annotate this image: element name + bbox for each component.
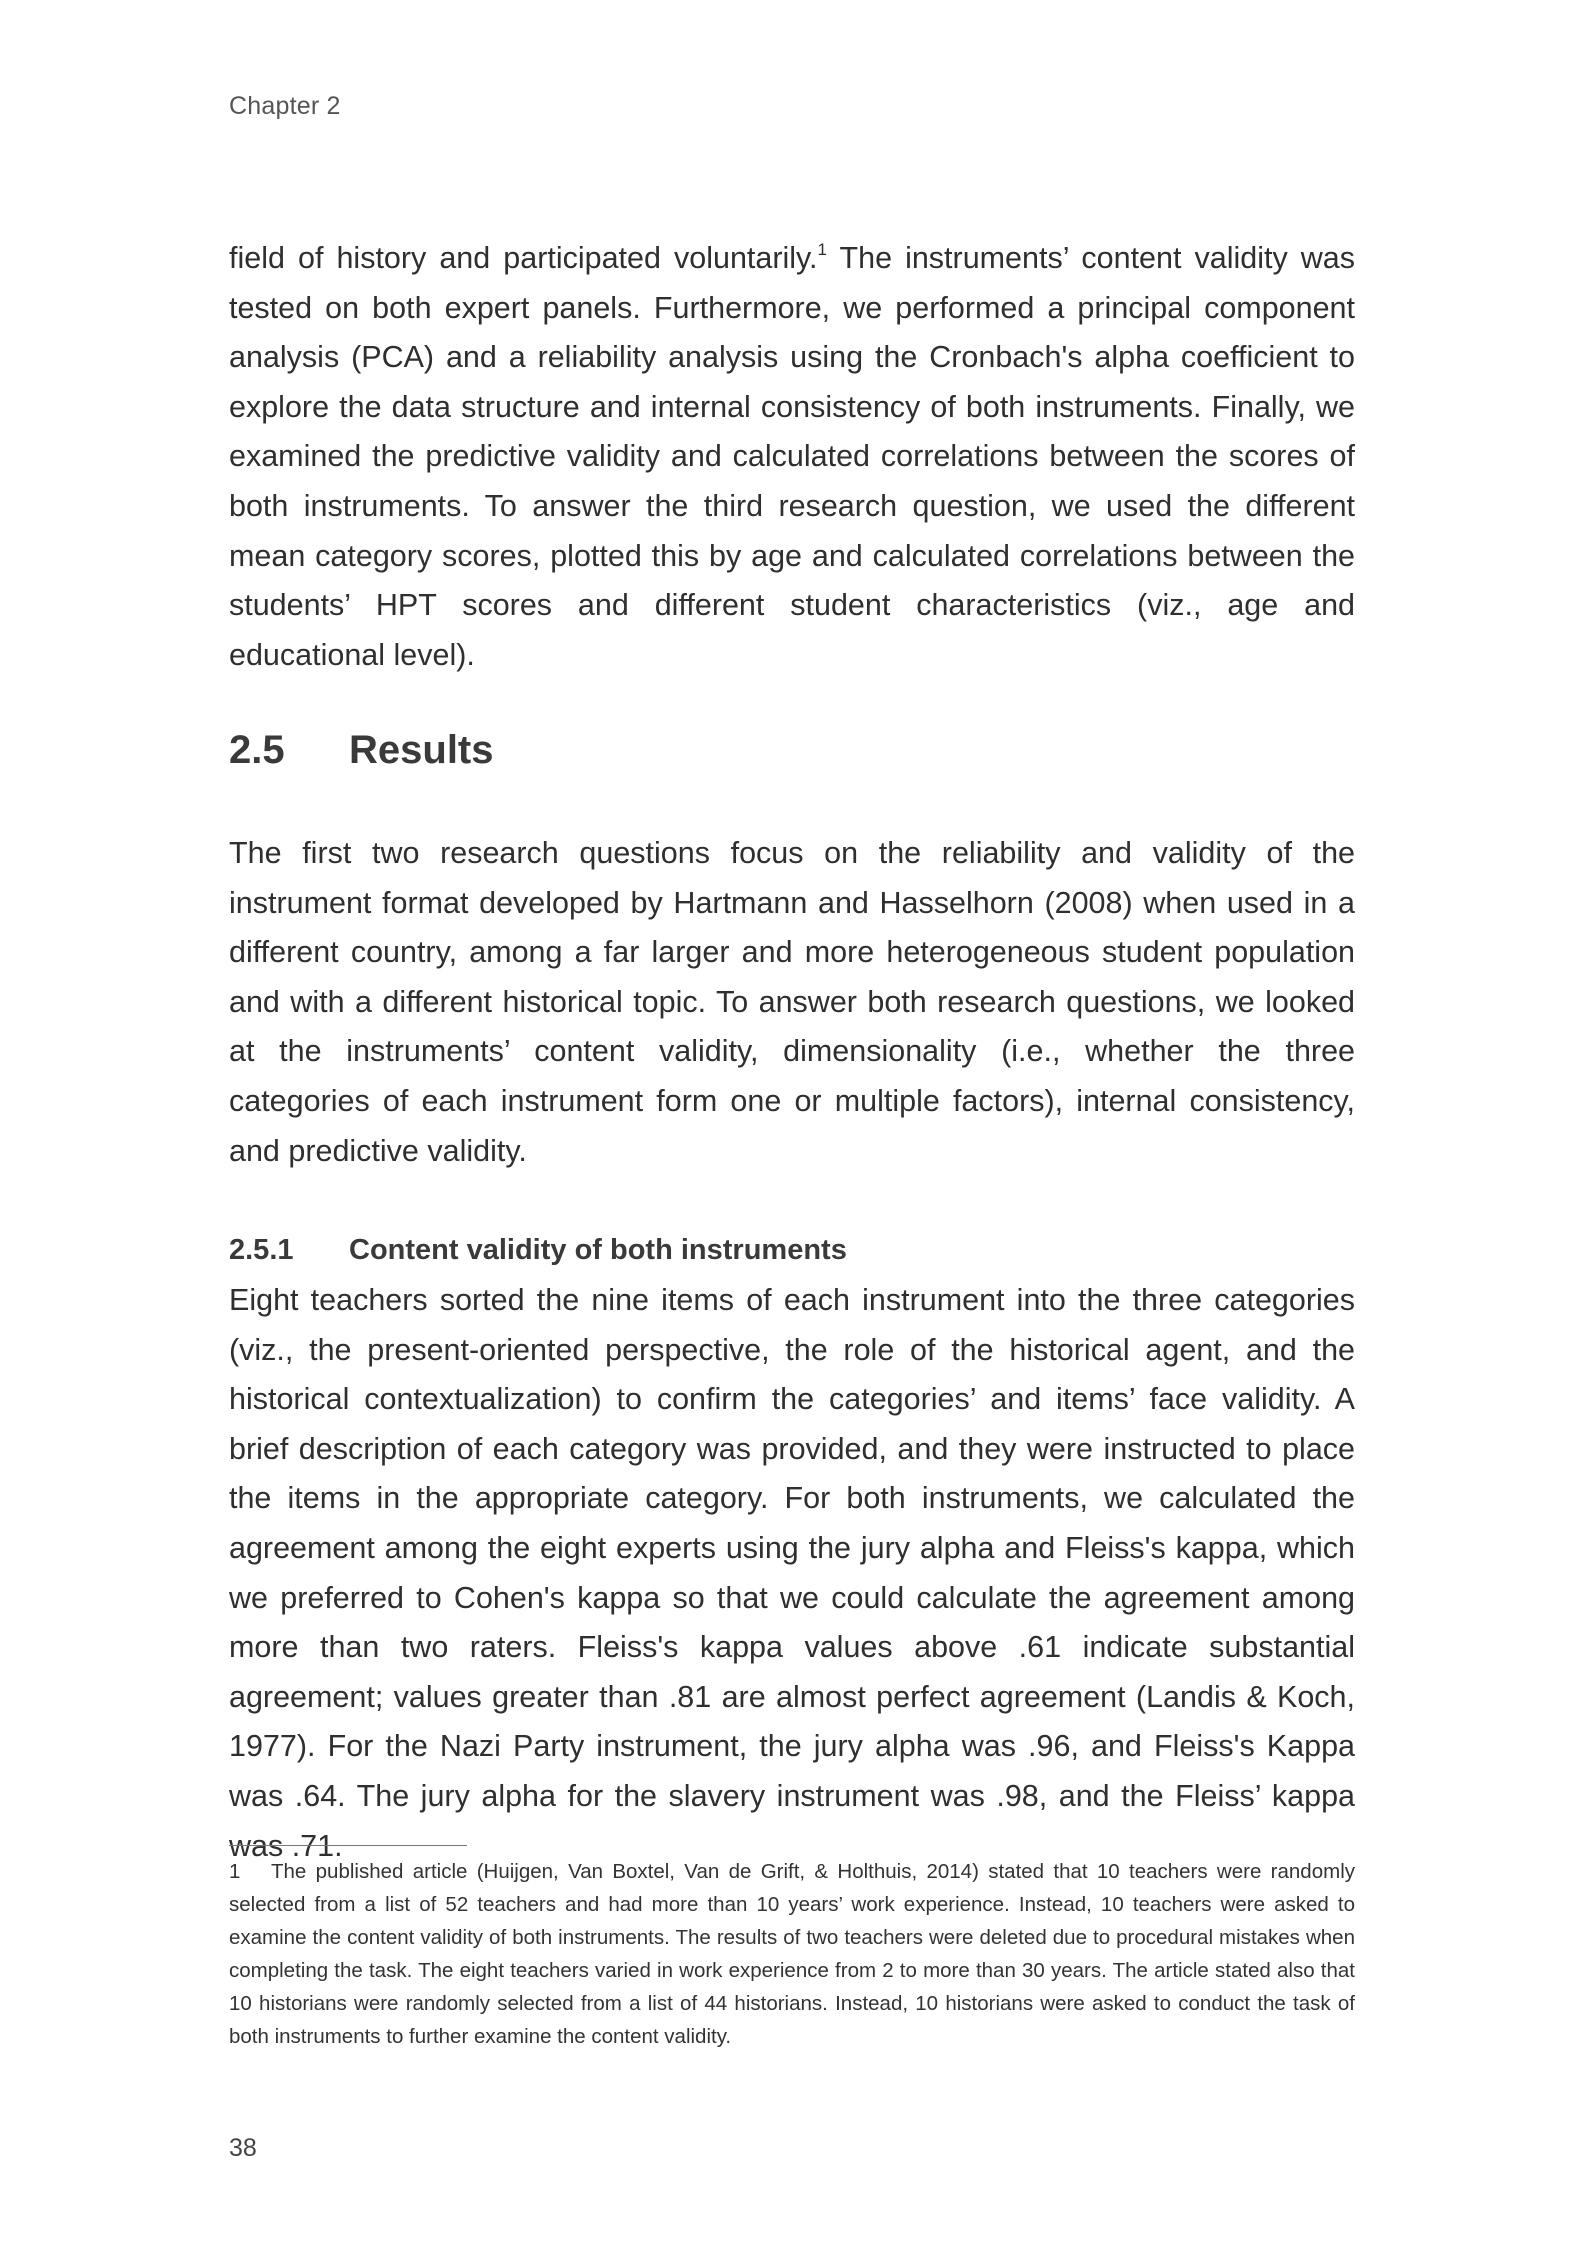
subsection-heading xyxy=(229,1227,847,1273)
section-number: 2.5 xyxy=(229,728,285,772)
section-title: Results xyxy=(349,728,494,772)
intro-text-end: The instruments’ content validity was tested on both expert panels. Furthermore, we performed a principal component analysis (PCA) and a reliability analysis using the Cronbach's alpha coefficient to explore the data structure and internal consistency of both instruments. Finally, we examined the predictive validity and calculated correlations between the scores of both instruments. To answer the third research question, we used the different mean category scores, plotted this by age and calculated correlations between the students’ HPT scores and different student characteristics (viz., age and educational level). xyxy=(229,241,1355,672)
intro-text-start: field of history and participated voluntarily. xyxy=(229,241,818,275)
footnote-text: The published article (Huijgen, Van Boxtel, Van de Grift, & Holthuis, 2014) stated that 10 teachers were randomly selected from a list of 52 teachers and had more than 10 years’ work experience. Instead, 10 teachers were asked to examine the content validity of both instruments. The results of two teachers were deleted due to procedural mistakes when completing the task. The eight teachers varied in work experience from 2 to more than 30 years. The article stated also that 10 historians were randomly selected from a list of 44 historians. Instead, 10 historians were asked to conduct the task of both instruments to further examine the content validity. xyxy=(229,1860,1355,2048)
footnote xyxy=(229,1855,1355,2053)
section-heading xyxy=(229,720,494,780)
intro-paragraph xyxy=(229,234,1355,680)
subsection-number: 2.5.1 xyxy=(229,1234,294,1266)
footnote-number: 1 xyxy=(229,1860,241,1883)
subsection-title: Content validity of both instruments xyxy=(349,1234,847,1266)
footnote-reference[interactable]: 1 xyxy=(817,239,827,259)
results-paragraph: The first two research questions focus on the reliability and validity of the instrument format developed by Hartmann and Hasselhorn (2008) when used in a different country, among a far larger and more heterogeneous student population and with a different historical topic. To answer both research questions, we looked at the instruments’ content validity, dimensionality (i.e., whether the three categories of each instrument form one or multiple factors), internal consistency, and predictive validity. xyxy=(229,836,1355,1168)
content-validity-paragraph: Eight teachers sorted the nine items of each instrument into the three categories (viz., the present-oriented perspective, the role of the historical agent, and the historical contextualization) to confirm the categories’ and items’ face validity. A brief description of each category was provided, and they were instructed to place the items in the appropriate category. For both instruments, we calculated the agreement among the eight experts using the jury alpha and Fleiss's kappa, which we preferred to Cohen's kappa so that we could calculate the agreement among more than two raters. Fleiss's kappa values above .61 indicate substantial agreement; values greater than .81 are almost perfect agreement (Landis & Koch, 1977). For the Nazi Party instrument, the jury alpha was .96, and Fleiss's Kappa was .64. The jury alpha for the slavery instrument was .98, and the Fleiss’ kappa was .71. xyxy=(229,1283,1355,1863)
page-number: 38 xyxy=(229,2134,257,2162)
running-header: Chapter 2 xyxy=(229,92,341,120)
footnote-divider xyxy=(229,1845,467,1846)
